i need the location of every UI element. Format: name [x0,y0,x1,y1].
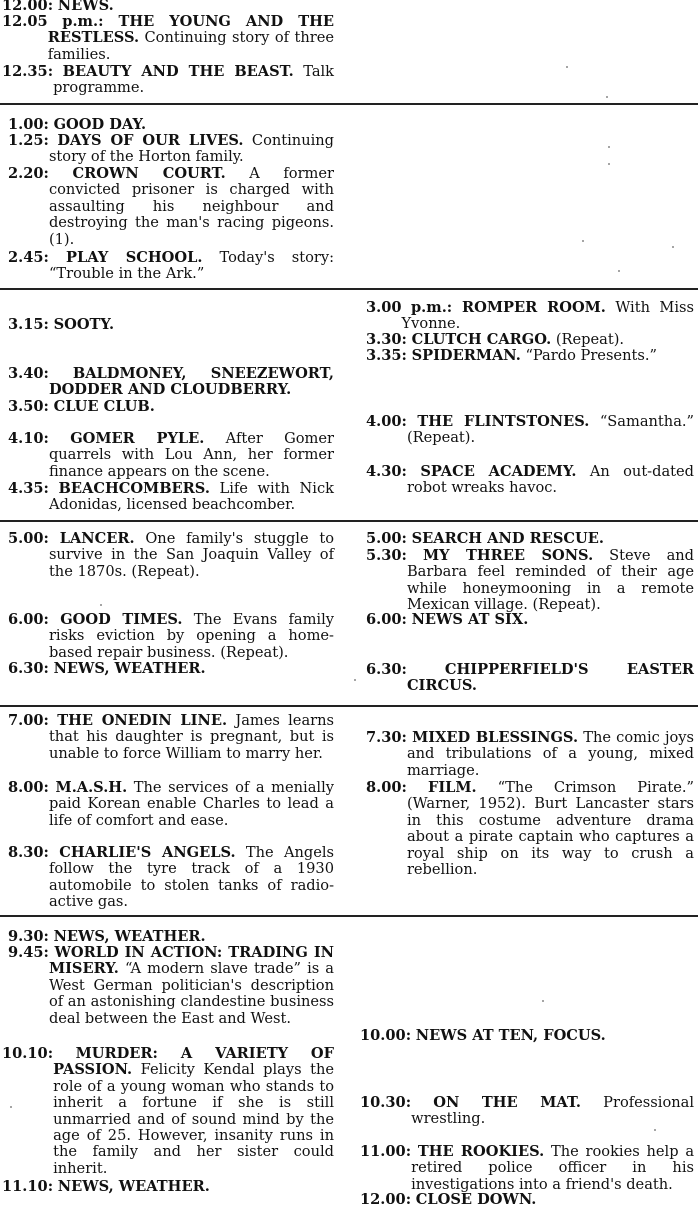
listing-title: NEWS AT SIX. [411,611,529,628]
listing-time: 10.10: [2,1045,54,1062]
listing-time: 8.30: [8,844,49,861]
listing-title: THE ONEDIN LINE. [57,712,228,729]
listing-description: Steve and Barbara feel reminded of their age while honeymooning in a remote Mexican village. (Repeat). [406,547,695,614]
listing-entry [360,1028,694,1044]
listing-description: With Miss Yvonne. [401,299,694,333]
listing-title: WORLD IN ACTION: TRADING IN MISERY. [48,944,335,978]
listing-entry [360,662,694,695]
listing-description: The comic joys and tribulations of a young, mixed marriage. [406,729,695,779]
print-speck [354,679,356,681]
listing-title: CLUTCH CARGO. [411,331,552,348]
listing-description: The rookies help a retired police officer in his investigations into a friend's death. [411,1143,695,1193]
listing-time: 6.00: [366,611,407,628]
listing-entry [2,929,334,945]
print-speck [566,66,568,68]
listing-time: 9.45: [8,944,49,961]
listing-description: An out-dated robot wreaks havoc. [406,463,695,497]
listing-time: 3.30: [366,331,407,348]
listing-title: M.A.S.H. [55,779,128,796]
listing-time: 4.35: [8,480,49,497]
section-divider [0,288,698,290]
listing-title: LANCER. [59,530,135,547]
listing-entry [2,531,334,580]
listing-title: p.m.: ROMPER ROOM. [410,299,606,316]
listing-entry [2,661,334,677]
print-speck [582,240,584,242]
listing-entry [360,414,694,447]
listing-title: SOOTY. [53,316,115,333]
listing-title: PLAY SCHOOL. [66,249,203,266]
listing-time: 3.35: [366,347,407,364]
listing-title: NEWS, WEATHER. [57,1178,210,1195]
listing-time: 11.00: [360,1143,412,1160]
listing-entry [2,845,334,911]
listing-description: “The Crimson Pirate.” (Warner, 1952). Burt Lancaster stars in this costume adventure drama about a pirate captain who captures a royal ship on its way to crush a rebellion. [406,779,694,879]
listing-time: 12.05 [2,13,48,30]
listing-title: GOOD DAY. [53,116,147,133]
listing-entry [2,399,334,415]
listing-description: Talk programme. [53,63,335,97]
listing-entry [360,612,694,628]
listing-time: 12.35: [2,63,54,80]
listing-description: Continuing story of three families. [47,29,334,63]
listing-title: CHARLIE'S ANGELS. [59,844,236,861]
listing-entry [2,1046,334,1177]
listing-description: Life with Nick Adonidas, licensed beachcomber. [48,480,334,514]
listing-entry [2,945,334,1027]
listing-entry [2,133,334,166]
listing-time: 3.15: [8,316,49,333]
listing-title: MURDER: A VARIETY OF PASSION. [53,1045,335,1079]
listing-time: 8.00: [366,779,407,796]
listing-time: 3.40: [8,365,49,382]
listing-title: NEWS. [57,0,114,14]
listing-time: 7.30: [366,729,407,746]
listing-title: FILM. [427,779,477,796]
listing-time: 2.45: [8,249,49,266]
listing-time: 6.30: [366,661,407,678]
listing-description: Felicity Kendal plays the role of a young woman who stands to inherit a fortune if she is still unmarried and of sound mind by the age of 25. However, insanity runs in the family and her sister could inherit. [53,1061,334,1177]
listing-time: 4.30: [366,463,407,480]
listing-time: 12.00: [2,0,54,14]
listing-time: 3.00 [366,299,402,316]
listing-time: 1.25: [8,132,49,149]
section-divider [0,705,698,707]
listing-description: Today's story: “Trouble in the Ark.” [48,249,335,283]
listing-description: Professional wrestling. [411,1094,694,1128]
listing-time: 1.00: [8,116,49,133]
section-divider [0,915,698,917]
listing-description: (Repeat). [555,331,625,348]
listing-description: “Pardo Presents.” [525,347,657,364]
listing-entry [2,612,334,661]
listing-time: 5.30: [366,547,407,564]
listing-title: BEAUTY AND THE BEAST. [62,63,294,80]
print-speck [542,1000,544,1002]
listing-title: THE FLINTSTONES. [417,413,590,430]
listing-time: 4.00: [366,413,407,430]
listing-title: SPIDERMAN. [411,347,521,364]
listing-entry [2,713,334,762]
listing-title: MIXED BLESSINGS. [412,729,579,746]
listing-entry [2,1179,334,1195]
listing-time: 5.00: [8,530,49,547]
listing-description: James learns that his daughter is pregnant, but is unable to force William to marry her. [48,712,335,762]
listing-entry [360,730,694,779]
print-speck [606,96,608,98]
listing-entry [360,1192,694,1208]
listing-title: NEWS, WEATHER. [53,660,206,677]
listing-time: 10.00: [360,1027,412,1044]
listing-description: The services of a menially paid Korean enable Charles to lead a life of comfort and ease. [48,779,334,829]
listing-title: SPACE ACADEMY. [420,463,577,480]
listing-entry [360,348,694,364]
listing-entry [2,64,334,97]
listing-entry [360,332,694,348]
print-speck [10,1106,12,1108]
listing-title: CHIPPERFIELD'S EASTER CIRCUS. [406,661,695,695]
listing-title: NEWS AT TEN, FOCUS. [415,1027,606,1044]
listing-title: THE ROOKIES. [417,1143,545,1160]
listing-entry [2,14,334,63]
listing-description: The Evans family risks eviction by opening a home-based repair business. (Repeat). [48,611,334,661]
listing-entry [2,780,334,829]
section-divider [0,103,698,105]
listing-entry [360,531,694,547]
listing-description: Continuing story of the Horton family. [48,132,335,166]
listing-title: BEACHCOMBERS. [58,480,210,497]
listing-time: 10.30: [360,1094,412,1111]
section-divider [0,520,698,522]
listing-time: 4.10: [8,430,49,447]
listing-time: 2.20: [8,165,49,182]
listing-title: CROWN COURT. [72,165,226,182]
listing-entry [2,431,334,480]
listing-time: 6.30: [8,660,49,677]
listing-description: “A modern slave trade” is a West German politician's description of an astonishing clandestine business deal between the East and West. [48,960,334,1027]
listing-time: 7.00: [8,712,49,729]
listing-entry [2,166,334,248]
listing-entry [2,250,334,283]
listing-entry [360,780,694,878]
listing-title: NEWS, WEATHER. [53,928,206,945]
listing-title: DAYS OF OUR LIVES. [57,132,244,149]
print-speck [672,246,674,248]
print-speck [100,604,102,606]
listing-title: GOOD TIMES. [60,611,183,628]
print-speck [654,1129,656,1131]
listing-title: SEARCH AND RESCUE. [411,530,604,547]
listing-title: p.m.: THE YOUNG AND THE RESTLESS. [47,13,334,47]
listing-time: 12.00: [360,1191,412,1208]
listing-time: 11.10: [2,1178,54,1195]
listing-description: After Gomer quarrels with Lou Ann, her former finance appears on the scene. [48,430,335,480]
listing-entry [360,548,694,614]
listing-title: MY THREE SONS. [422,547,594,564]
print-speck [608,163,610,165]
listing-title: CLUE CLUB. [53,398,155,415]
listing-time: 6.00: [8,611,49,628]
listing-entry [2,481,334,514]
listing-title: GOMER PYLE. [70,430,205,447]
listing-entry [360,300,694,333]
print-speck [618,270,620,272]
listing-description: A former convicted prisoner is charged with assaulting his neighbour and destroying the man's racing pigeons. (1). [48,165,335,248]
listing-description: The Angels follow the tyre track of a 1930 automobile to stolen tanks of radio-active gas. [48,844,335,911]
listing-entry [2,117,334,133]
listing-description: One family's stuggle to survive in the San Joaquin Valley of the 1870s. (Repeat). [48,530,335,580]
listing-title: CLOSE DOWN. [415,1191,537,1208]
listing-title: ON THE MAT. [433,1094,582,1111]
listing-time: 8.00: [8,779,49,796]
listing-entry [360,1095,694,1128]
listing-entry [360,1144,694,1193]
listing-time: 5.00: [366,530,407,547]
listing-time: 3.50: [8,398,49,415]
listing-description: “Samantha.” (Repeat). [406,413,694,447]
listing-time: 9.30: [8,928,49,945]
listing-entry [2,366,334,399]
listing-entry [360,464,694,497]
listing-entry [2,317,334,333]
print-speck [608,146,610,148]
listing-title: BALDMONEY, SNEEZEWORT, DODDER AND CLOUDBERRY. [48,365,334,399]
